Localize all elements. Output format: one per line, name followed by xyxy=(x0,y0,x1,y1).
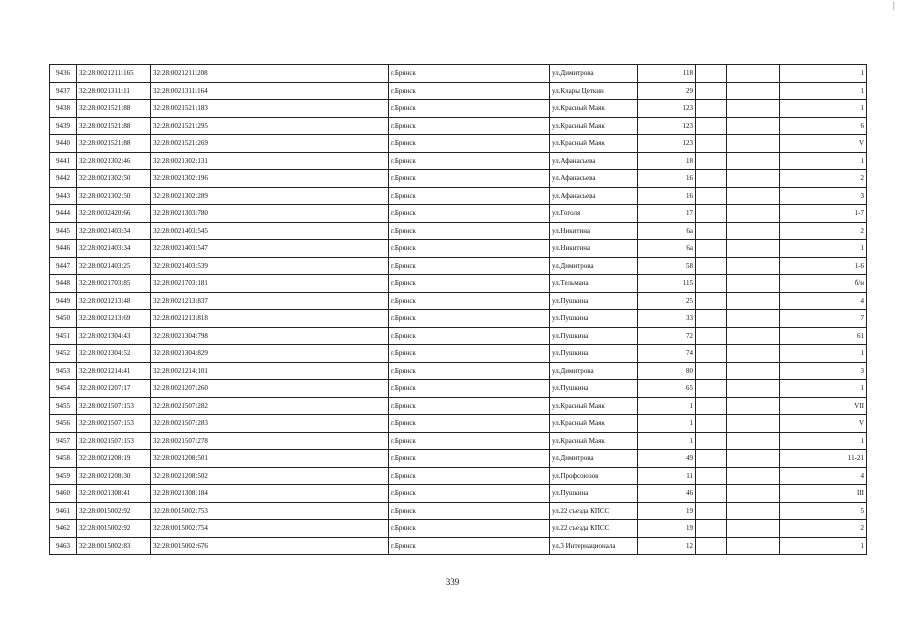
premises-number-cell: 11-21 xyxy=(780,450,867,468)
cadastral-object-cell: 32:28:0021213:818 xyxy=(151,310,389,328)
house-number-cell: 16 xyxy=(638,170,696,188)
empty-cell xyxy=(696,82,727,100)
street-cell: ул.Никитина xyxy=(550,240,638,258)
house-number-cell: 1 xyxy=(638,397,696,415)
row-number-cell: 9442 xyxy=(50,170,77,188)
empty-cell xyxy=(696,117,727,135)
cadastral-parcel-cell: 32:28:0021507:153 xyxy=(77,397,151,415)
street-cell: ул.Димитрова xyxy=(550,257,638,275)
street-cell: ул.Димитрова xyxy=(550,450,638,468)
row-number-cell: 9459 xyxy=(50,467,77,485)
empty-cell xyxy=(696,485,727,503)
cadastral-object-cell: 32:28:0021302:289 xyxy=(151,187,389,205)
table-row xyxy=(50,257,867,275)
cadastral-parcel-cell: 32:28:0021211:165 xyxy=(77,65,151,83)
street-cell: ул.Пушкина xyxy=(550,345,638,363)
empty-cell xyxy=(696,502,727,520)
premises-number-cell: 61 xyxy=(780,327,867,345)
city-cell: г.Брянск xyxy=(389,117,550,135)
house-number-cell: 74 xyxy=(638,345,696,363)
empty-cell xyxy=(727,82,780,100)
empty-cell xyxy=(727,222,780,240)
premises-number-cell: 1-6 xyxy=(780,257,867,275)
house-number-cell: 6а xyxy=(638,222,696,240)
table-row xyxy=(50,432,867,450)
cadastral-object-cell: 32:28:0021302:131 xyxy=(151,152,389,170)
premises-number-cell: б/н xyxy=(780,275,867,293)
empty-cell xyxy=(727,485,780,503)
house-number-cell: 72 xyxy=(638,327,696,345)
house-number-cell: 115 xyxy=(638,275,696,293)
table-row xyxy=(50,345,867,363)
empty-cell xyxy=(727,135,780,153)
premises-number-cell: 4 xyxy=(780,467,867,485)
empty-cell xyxy=(696,240,727,258)
cadastral-object-cell: 32:28:0021304:798 xyxy=(151,327,389,345)
empty-cell xyxy=(727,362,780,380)
city-cell: г.Брянск xyxy=(389,467,550,485)
street-cell: ул.Пушкина xyxy=(550,380,638,398)
cadastral-parcel-cell: 32:28:0021403:34 xyxy=(77,240,151,258)
empty-cell xyxy=(727,327,780,345)
table-row xyxy=(50,117,867,135)
empty-cell xyxy=(696,537,727,555)
empty-cell xyxy=(727,275,780,293)
cadastral-parcel-cell: 32:28:0021213:69 xyxy=(77,310,151,328)
cadastral-object-cell: 32:28:0021521:183 xyxy=(151,100,389,118)
table-row xyxy=(50,222,867,240)
cadastral-parcel-cell: 32:28:0021302:50 xyxy=(77,170,151,188)
cadastral-object-cell: 32:28:0021302:196 xyxy=(151,170,389,188)
registry-body xyxy=(50,65,867,555)
empty-cell xyxy=(696,310,727,328)
cadastral-parcel-cell: 32:28:0021403:34 xyxy=(77,222,151,240)
house-number-cell: 11 xyxy=(638,467,696,485)
street-cell: ул.Клары Цеткин xyxy=(550,82,638,100)
premises-number-cell: 6 xyxy=(780,117,867,135)
premises-number-cell: 3 xyxy=(780,362,867,380)
house-number-cell: 25 xyxy=(638,292,696,310)
row-number-cell: 9452 xyxy=(50,345,77,363)
cadastral-object-cell: 32:28:0021213:837 xyxy=(151,292,389,310)
premises-number-cell: 1 xyxy=(780,380,867,398)
cadastral-parcel-cell: 32:28:0032420:66 xyxy=(77,205,151,223)
premises-number-cell: 2 xyxy=(780,170,867,188)
cadastral-parcel-cell: 32:28:0015002:92 xyxy=(77,502,151,520)
premises-number-cell: 1-7 xyxy=(780,205,867,223)
street-cell: ул.Красный Маяк xyxy=(550,100,638,118)
table-row xyxy=(50,205,867,223)
street-cell: ул.Афанасьева xyxy=(550,152,638,170)
house-number-cell: 58 xyxy=(638,257,696,275)
premises-number-cell: 4 xyxy=(780,292,867,310)
house-number-cell: 29 xyxy=(638,82,696,100)
cadastral-parcel-cell: 32:28:0015002:92 xyxy=(77,520,151,538)
street-cell: ул.22 съезда КПСС xyxy=(550,520,638,538)
table-row xyxy=(50,362,867,380)
row-number-cell: 9436 xyxy=(50,65,77,83)
empty-cell xyxy=(696,415,727,433)
table-row xyxy=(50,502,867,520)
street-cell: ул.Гоголя xyxy=(550,205,638,223)
street-cell: ул.Пушкина xyxy=(550,327,638,345)
registry-table xyxy=(49,64,867,555)
table-row xyxy=(50,292,867,310)
table-row xyxy=(50,240,867,258)
empty-cell xyxy=(696,100,727,118)
house-number-cell: 6а xyxy=(638,240,696,258)
empty-cell xyxy=(727,152,780,170)
cadastral-parcel-cell: 32:28:0021308:41 xyxy=(77,485,151,503)
cadastral-object-cell: 32:28:0021207:260 xyxy=(151,380,389,398)
house-number-cell: 123 xyxy=(638,117,696,135)
row-number-cell: 9456 xyxy=(50,415,77,433)
city-cell: г.Брянск xyxy=(389,187,550,205)
house-number-cell: 1 xyxy=(638,415,696,433)
city-cell: г.Брянск xyxy=(389,240,550,258)
row-number-cell: 9449 xyxy=(50,292,77,310)
premises-number-cell: 3 xyxy=(780,187,867,205)
cadastral-object-cell: 32:28:0021521:269 xyxy=(151,135,389,153)
table-row xyxy=(50,520,867,538)
cadastral-parcel-cell: 32:28:0021507:153 xyxy=(77,415,151,433)
street-cell: ул.Пушкина xyxy=(550,310,638,328)
empty-cell xyxy=(727,380,780,398)
table-row xyxy=(50,310,867,328)
cadastral-parcel-cell: 32:28:0021703:85 xyxy=(77,275,151,293)
city-cell: г.Брянск xyxy=(389,170,550,188)
street-cell: ул.Афанасьева xyxy=(550,187,638,205)
city-cell: г.Брянск xyxy=(389,100,550,118)
premises-number-cell: 1 xyxy=(780,65,867,83)
cadastral-object-cell: 32:28:0015002:676 xyxy=(151,537,389,555)
city-cell: г.Брянск xyxy=(389,432,550,450)
cadastral-object-cell: 32:28:0021403:539 xyxy=(151,257,389,275)
cadastral-object-cell: 32:28:0021308:184 xyxy=(151,485,389,503)
city-cell: г.Брянск xyxy=(389,520,550,538)
city-cell: г.Брянск xyxy=(389,65,550,83)
city-cell: г.Брянск xyxy=(389,82,550,100)
table-row xyxy=(50,537,867,555)
empty-cell xyxy=(727,170,780,188)
row-number-cell: 9454 xyxy=(50,380,77,398)
empty-cell xyxy=(696,257,727,275)
street-cell: ул.Афанасьева xyxy=(550,170,638,188)
row-number-cell: 9445 xyxy=(50,222,77,240)
street-cell: ул.22 съезда КПСС xyxy=(550,502,638,520)
row-number-cell: 9450 xyxy=(50,310,77,328)
empty-cell xyxy=(696,362,727,380)
street-cell: ул.Красный Маяк xyxy=(550,432,638,450)
cadastral-object-cell: 32:28:0021507:282 xyxy=(151,397,389,415)
street-cell: ул.Димитрова xyxy=(550,362,638,380)
empty-cell xyxy=(727,65,780,83)
house-number-cell: 118 xyxy=(638,65,696,83)
empty-cell xyxy=(696,222,727,240)
city-cell: г.Брянск xyxy=(389,222,550,240)
empty-cell xyxy=(727,100,780,118)
city-cell: г.Брянск xyxy=(389,380,550,398)
cadastral-object-cell: 32:28:0021303:780 xyxy=(151,205,389,223)
table-row xyxy=(50,380,867,398)
empty-cell xyxy=(727,292,780,310)
cadastral-parcel-cell: 32:28:0021304:43 xyxy=(77,327,151,345)
cadastral-parcel-cell: 32:28:0021208:30 xyxy=(77,467,151,485)
house-number-cell: 49 xyxy=(638,450,696,468)
cadastral-parcel-cell: 32:28:0021304:52 xyxy=(77,345,151,363)
row-number-cell: 9458 xyxy=(50,450,77,468)
street-cell: ул.Красный Маяк xyxy=(550,135,638,153)
house-number-cell: 123 xyxy=(638,135,696,153)
house-number-cell: 46 xyxy=(638,485,696,503)
city-cell: г.Брянск xyxy=(389,415,550,433)
city-cell: г.Брянск xyxy=(389,275,550,293)
cadastral-object-cell: 32:28:0021214:101 xyxy=(151,362,389,380)
table-row xyxy=(50,82,867,100)
table-row xyxy=(50,467,867,485)
city-cell: г.Брянск xyxy=(389,502,550,520)
city-cell: г.Брянск xyxy=(389,362,550,380)
city-cell: г.Брянск xyxy=(389,450,550,468)
house-number-cell: 33 xyxy=(638,310,696,328)
premises-number-cell: 1 xyxy=(780,152,867,170)
empty-cell xyxy=(696,135,727,153)
cadastral-object-cell: 32:28:0021507:278 xyxy=(151,432,389,450)
premises-number-cell: V xyxy=(780,415,867,433)
cadastral-parcel-cell: 32:28:0021213:48 xyxy=(77,292,151,310)
premises-number-cell: VII xyxy=(780,397,867,415)
city-cell: г.Брянск xyxy=(389,135,550,153)
empty-cell xyxy=(727,450,780,468)
table-row xyxy=(50,327,867,345)
cadastral-parcel-cell: 32:28:0021403:25 xyxy=(77,257,151,275)
house-number-cell: 19 xyxy=(638,502,696,520)
empty-cell xyxy=(696,450,727,468)
city-cell: г.Брянск xyxy=(389,310,550,328)
cadastral-object-cell: 32:28:0021208:502 xyxy=(151,467,389,485)
row-number-cell: 9453 xyxy=(50,362,77,380)
empty-cell xyxy=(696,187,727,205)
row-number-cell: 9437 xyxy=(50,82,77,100)
empty-cell xyxy=(727,467,780,485)
premises-number-cell: 2 xyxy=(780,222,867,240)
city-cell: г.Брянск xyxy=(389,257,550,275)
premises-number-cell: 7 xyxy=(780,310,867,328)
cadastral-parcel-cell: 32:28:0021521:88 xyxy=(77,117,151,135)
table-row xyxy=(50,187,867,205)
empty-cell xyxy=(727,310,780,328)
empty-cell xyxy=(727,345,780,363)
cadastral-object-cell: 32:28:0015002:754 xyxy=(151,520,389,538)
empty-cell xyxy=(727,397,780,415)
street-cell: ул.Пушкина xyxy=(550,485,638,503)
cadastral-object-cell: 32:28:0021211:208 xyxy=(151,65,389,83)
row-number-cell: 9451 xyxy=(50,327,77,345)
house-number-cell: 1 xyxy=(638,432,696,450)
street-cell: ул.Димитрова xyxy=(550,65,638,83)
cadastral-object-cell: 32:28:0021208:501 xyxy=(151,450,389,468)
premises-number-cell: 1 xyxy=(780,345,867,363)
cadastral-parcel-cell: 32:28:0021311:11 xyxy=(77,82,151,100)
city-cell: г.Брянск xyxy=(389,152,550,170)
premises-number-cell: 1 xyxy=(780,537,867,555)
row-number-cell: 9447 xyxy=(50,257,77,275)
house-number-cell: 80 xyxy=(638,362,696,380)
table-row xyxy=(50,65,867,83)
row-number-cell: 9460 xyxy=(50,485,77,503)
premises-number-cell: 1 xyxy=(780,240,867,258)
empty-cell xyxy=(727,240,780,258)
street-cell: ул.Пушкина xyxy=(550,292,638,310)
city-cell: г.Брянск xyxy=(389,485,550,503)
house-number-cell: 17 xyxy=(638,205,696,223)
empty-cell xyxy=(727,432,780,450)
cadastral-object-cell: 32:28:0021311:164 xyxy=(151,82,389,100)
cadastral-object-cell: 32:28:0021403:545 xyxy=(151,222,389,240)
row-number-cell: 9455 xyxy=(50,397,77,415)
row-number-cell: 9444 xyxy=(50,205,77,223)
row-number-cell: 9446 xyxy=(50,240,77,258)
street-cell: ул.Никитина xyxy=(550,222,638,240)
empty-cell xyxy=(727,520,780,538)
empty-cell xyxy=(696,327,727,345)
house-number-cell: 65 xyxy=(638,380,696,398)
cadastral-parcel-cell: 32:28:0021521:88 xyxy=(77,100,151,118)
cadastral-parcel-cell: 32:28:0021507:153 xyxy=(77,432,151,450)
empty-cell xyxy=(727,415,780,433)
city-cell: г.Брянск xyxy=(389,537,550,555)
premises-number-cell: III xyxy=(780,485,867,503)
empty-cell xyxy=(696,380,727,398)
empty-cell xyxy=(727,117,780,135)
premises-number-cell: 1 xyxy=(780,100,867,118)
empty-cell xyxy=(696,345,727,363)
cadastral-object-cell: 32:28:0021703:181 xyxy=(151,275,389,293)
row-number-cell: 9439 xyxy=(50,117,77,135)
empty-cell xyxy=(696,467,727,485)
page-number: 339 xyxy=(445,577,460,587)
street-cell: ул.Красный Маяк xyxy=(550,415,638,433)
empty-cell xyxy=(727,257,780,275)
street-cell: ул.3 Интернационала xyxy=(550,537,638,555)
city-cell: г.Брянск xyxy=(389,327,550,345)
street-cell: ул.Красный Маяк xyxy=(550,117,638,135)
row-number-cell: 9440 xyxy=(50,135,77,153)
empty-cell xyxy=(696,275,727,293)
empty-cell xyxy=(727,187,780,205)
table-row xyxy=(50,100,867,118)
table-row xyxy=(50,170,867,188)
empty-cell xyxy=(727,205,780,223)
empty-cell xyxy=(696,397,727,415)
cadastral-parcel-cell: 32:28:0021208:19 xyxy=(77,450,151,468)
table-row xyxy=(50,397,867,415)
empty-cell xyxy=(727,537,780,555)
house-number-cell: 18 xyxy=(638,152,696,170)
row-number-cell: 9457 xyxy=(50,432,77,450)
city-cell: г.Брянск xyxy=(389,345,550,363)
cadastral-parcel-cell: 32:28:0015002:83 xyxy=(77,537,151,555)
table-row xyxy=(50,135,867,153)
row-number-cell: 9462 xyxy=(50,520,77,538)
city-cell: г.Брянск xyxy=(389,292,550,310)
table-row xyxy=(50,415,867,433)
street-cell: ул.Профсоюзов xyxy=(550,467,638,485)
table-row xyxy=(50,275,867,293)
empty-cell xyxy=(727,502,780,520)
cadastral-object-cell: 32:28:0021403:547 xyxy=(151,240,389,258)
cadastral-parcel-cell: 32:28:0021214:41 xyxy=(77,362,151,380)
empty-cell xyxy=(696,170,727,188)
cadastral-parcel-cell: 32:28:0021302:46 xyxy=(77,152,151,170)
table-row xyxy=(50,485,867,503)
house-number-cell: 123 xyxy=(638,100,696,118)
premises-number-cell: 1 xyxy=(780,432,867,450)
premises-number-cell: V xyxy=(780,135,867,153)
house-number-cell: 16 xyxy=(638,187,696,205)
empty-cell xyxy=(696,152,727,170)
empty-cell xyxy=(696,65,727,83)
house-number-cell: 19 xyxy=(638,520,696,538)
city-cell: г.Брянск xyxy=(389,397,550,415)
cadastral-parcel-cell: 32:28:0021302:50 xyxy=(77,187,151,205)
premises-number-cell: 1 xyxy=(780,82,867,100)
empty-cell xyxy=(696,205,727,223)
house-number-cell: 12 xyxy=(638,537,696,555)
row-number-cell: 9461 xyxy=(50,502,77,520)
row-number-cell: 9463 xyxy=(50,537,77,555)
street-cell: ул.Красный Маяк xyxy=(550,397,638,415)
cadastral-parcel-cell: 32:28:0021521:88 xyxy=(77,135,151,153)
empty-cell xyxy=(696,432,727,450)
cadastral-object-cell: 32:28:0015002:753 xyxy=(151,502,389,520)
cadastral-parcel-cell: 32:28:0021207:17 xyxy=(77,380,151,398)
street-cell: ул.Тельмана xyxy=(550,275,638,293)
row-number-cell: 9448 xyxy=(50,275,77,293)
row-number-cell: 9441 xyxy=(50,152,77,170)
premises-number-cell: 2 xyxy=(780,520,867,538)
empty-cell xyxy=(696,292,727,310)
table-row xyxy=(50,450,867,468)
cadastral-object-cell: 32:28:0021304:829 xyxy=(151,345,389,363)
premises-number-cell: 5 xyxy=(780,502,867,520)
cadastral-object-cell: 32:28:0021507:283 xyxy=(151,415,389,433)
city-cell: г.Брянск xyxy=(389,205,550,223)
row-number-cell: 9438 xyxy=(50,100,77,118)
row-number-cell: 9443 xyxy=(50,187,77,205)
cadastral-object-cell: 32:28:0021521:295 xyxy=(151,117,389,135)
empty-cell xyxy=(696,520,727,538)
table-row xyxy=(50,152,867,170)
scan-corner-mark: | xyxy=(893,0,895,10)
